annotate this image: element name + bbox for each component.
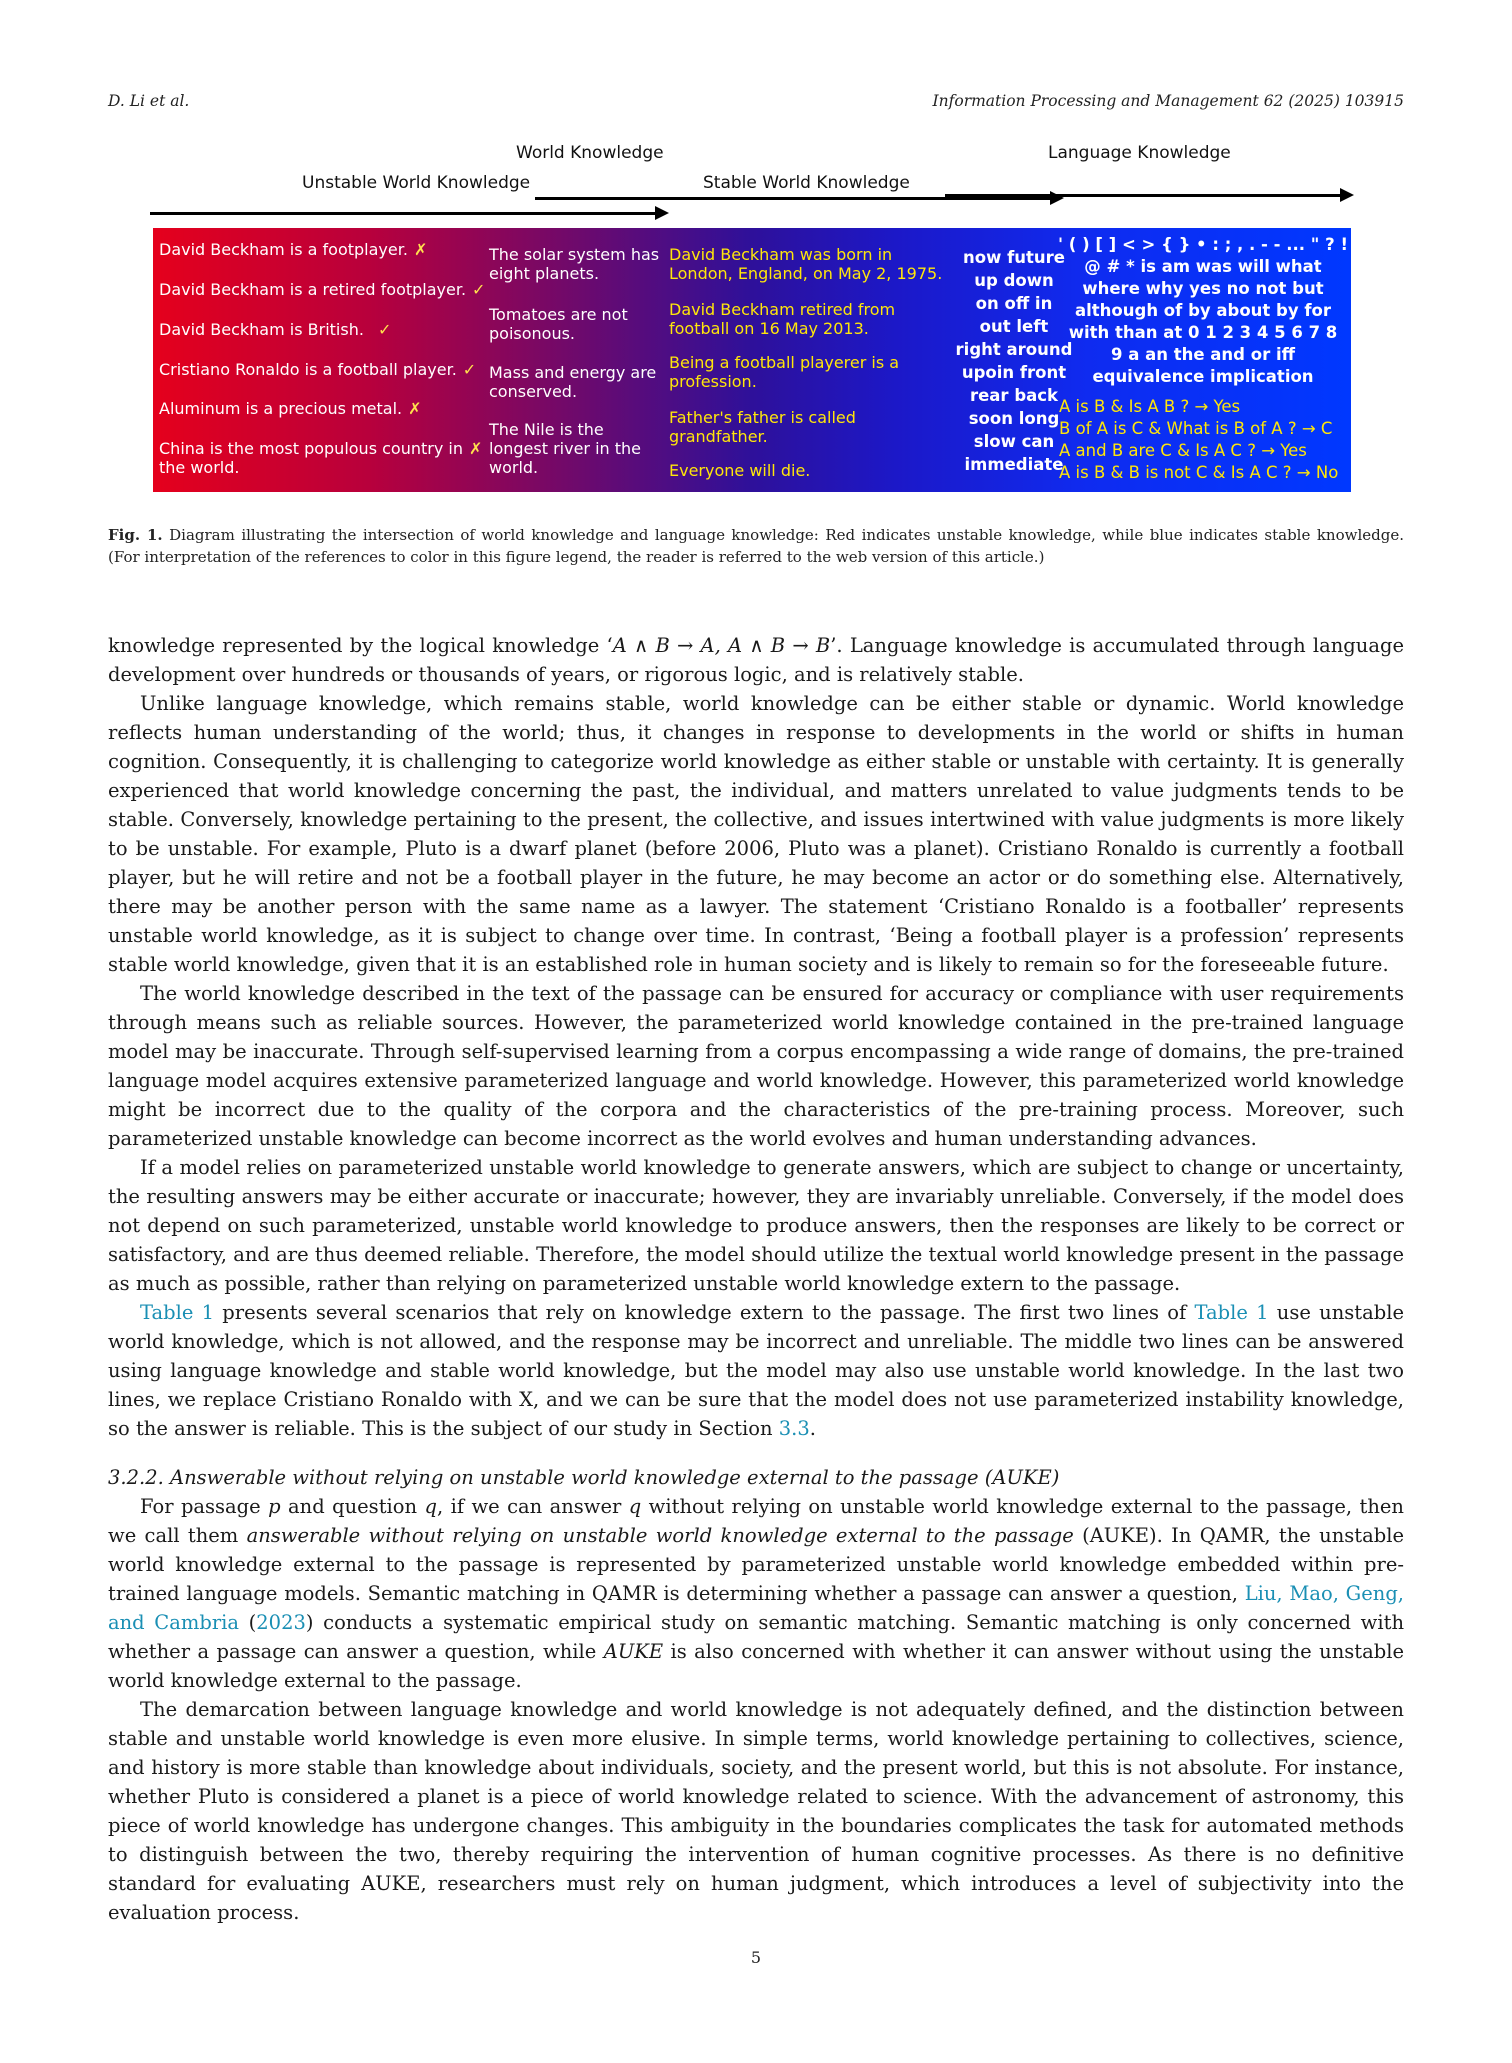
logic-rules: A is B & Is A B ? → Yes B of A is C & What is B of A ? → C A and B are C & Is A C ? → Yes A is B & B is not C & Is A C ? → No: [1059, 397, 1339, 482]
paragraph: For passage p and question q, if we can answer q without relying on unstable world knowledge external to the passage, then we call them answerable without relying on unstable world knowledge external to the passage (AUKE). In QAMR, the unstable world knowledge external to the passage is represented by parameterized unstable world knowledge embedded within pre-trained language models. Semantic matching in QAMR is determining whether a passage can answer a question, Liu, Mao, Geng, and Cambria (2023) conducts a systematic empirical study on semantic matching. Semantic matching is only concerned with whether a passage can answer a question, while AUKE is also concerned with whether it can answer without using the unstable world knowledge external to the passage.: [108, 1495, 1405, 1692]
arrow-language: [945, 194, 1350, 197]
unstable-item: China is the most populous country in ✗ the world.: [159, 439, 483, 477]
label-stable-world-knowledge: Stable World Knowledge: [703, 173, 910, 193]
label-world-knowledge: World Knowledge: [516, 143, 664, 163]
knowledge-diagram: [153, 228, 1351, 492]
table-link[interactable]: Table 1: [140, 1301, 215, 1324]
citation-link[interactable]: Liu, Mao, Geng, and Cambria: [108, 1582, 1405, 1634]
unstable-item: David Beckham is British. ✓: [159, 320, 392, 339]
stable-item: Everyone will die.: [669, 461, 811, 480]
stable-item: David Beckham was born in London, England, on May 2, 1975.: [669, 245, 943, 283]
language-words-list-1: now future up down on off in out left right around upoin front rear back soon long slow can immediate: [955, 248, 1073, 474]
running-header: [108, 92, 1404, 110]
body-text: [108, 631, 1404, 1927]
caption-label: Fig. 1.: [108, 526, 163, 544]
page-number: 5: [750, 1948, 762, 1967]
figure-caption: [108, 524, 1404, 568]
caption-text: Diagram illustrating the intersection of world knowledge and language knowledge: Red indicates unstable knowledge, while blue indicates stable knowledge. (For interpretation of the references to color in this figure legend, the reader is referred to the web version of this article.): [108, 526, 1404, 566]
section-heading: 3.2.2. Answerable without relying on unstable world knowledge external to the passage (AUKE): [108, 1466, 1060, 1489]
unstable-item: Cristiano Ronaldo is a football player. ✓: [159, 360, 477, 379]
header-authors: D. Li et al.: [108, 92, 190, 110]
world-item: Mass and energy are conserved.: [489, 363, 657, 401]
section-link[interactable]: 3.3: [778, 1417, 810, 1440]
citation-year-link[interactable]: 2023: [256, 1611, 306, 1634]
paragraph: knowledge represented by the logical knowledge ‘A ∧ B → A, A ∧ B → B’. Language knowledge is accumulated through language development over hundreds or thousands of years, or rigorous logic, and is relatively stable.: [108, 634, 1404, 686]
paragraph: If a model relies on parameterized unstable world knowledge to generate answers, which are subject to change or uncertainty, the resulting answers may be either accurate or inaccurate; however, they are invariably unreliable. Conversely, if the model does not depend on such parameterized, unstable world knowledge to produce answers, then the responses are likely to be correct or satisfactory, and are thus deemed reliable. Therefore, the model should utilize the textual world knowledge present in the passage as much as possible, rather than relying on parameterized unstable world knowledge extern to the passage.: [108, 1156, 1404, 1295]
arrow-unstable: [150, 212, 665, 215]
paragraph: The world knowledge described in the text of the passage can be ensured for accuracy or compliance with user requirements through means such as reliable sources. However, the parameterized world knowledge contained in the pre-trained language model may be inaccurate. Through self-supervised learning from a corpus encompassing a wide range of domains, the pre-trained language model acquires extensive parameterized language and world knowledge. However, this parameterized world knowledge might be incorrect due to the quality of the corpora and the characteristics of the pre-training process. Moreover, such parameterized unstable knowledge can become incorrect as the world evolves and human understanding advances.: [108, 982, 1404, 1150]
label-unstable-world-knowledge: Unstable World Knowledge: [302, 173, 531, 193]
arrow-stable: [535, 197, 1060, 200]
world-item: The solar system has eight planets.: [489, 245, 660, 283]
stable-item: Father's father is called grandfather.: [669, 408, 856, 446]
header-journal: Information Processing and Management 62 (2025) 103915: [932, 92, 1404, 110]
paragraph: The demarcation between language knowledge and world knowledge is not adequately defined, and the distinction between stable and unstable world knowledge is even more elusive. In simple terms, world knowledge pertaining to collectives, science, and history is more stable than knowledge about individuals, society, and the present world, but this is not absolute. For instance, whether Pluto is considered a planet is a piece of world knowledge related to science. With the advancement of astronomy, this piece of world knowledge has undergone changes. This ambiguity in the boundaries complicates the task for automated methods to distinguish between the two, thereby requiring the intervention of human cognitive processes. As there is no definitive standard for evaluating AUKE, researchers must rely on human judgment, which introduces a level of subjectivity into the evaluation process.: [108, 1698, 1404, 1924]
stable-item: David Beckham retired from football on 16 May 2013.: [669, 300, 896, 338]
paragraph: Table 1 presents several scenarios that rely on knowledge extern to the passage. The first two lines of Table 1 use unstable world knowledge, which is not allowed, and the response may be incorrect and unreliable. The middle two lines can be answered using language knowledge and stable world knowledge, but the model may also use unstable world knowledge. In the last two lines, we replace Cristiano Ronaldo with X, and we can be sure that the model does not use parameterized instability knowledge, so the answer is reliable. This is the subject of our study in Section 3.3.: [108, 1301, 1405, 1440]
unstable-item: David Beckham is a footplayer. ✗: [159, 240, 428, 259]
paragraph: Unlike language knowledge, which remains stable, world knowledge can be either stable or dynamic. World knowledge reflects human understanding of the world; thus, it changes in response to developments in the world or shifts in human cognition. Consequently, it is challenging to categorize world knowledge as either stable or unstable with certainty. It is generally experienced that world knowledge concerning the past, the individual, and matters unrelated to value judgments tends to be stable. Conversely, knowledge pertaining to the present, the collective, and issues intertwined with value judgments is more likely to be unstable. For example, Pluto is a dwarf planet (before 2006, Pluto was a planet). Cristiano Ronaldo is currently a football player, but he will retire and not be a football player in the future, he may become an actor or do something else. Alternatively, there may be another person with the same name as a lawyer. The statement ‘Cristiano Ronaldo is a footballer’ represents unstable world knowledge, as it is subject to change over time. In contrast, ‘Being a football player is a profession’ represents stable world knowledge, given that it is an established role in human society and is likely to remain so for the foreseeable future.: [108, 692, 1404, 976]
world-item: Tomatoes are not poisonous.: [489, 305, 628, 343]
world-item: The Nile is the longest river in the world.: [489, 420, 641, 477]
language-words-list-2: ' ( ) [ ] < > { } • : ; , . - - ... " ? ! @ # * is am was will what where why yes no not but although of by about by for with than at 0 1 2 3 4 5 6 7 8 9 a an the and or iff equivalence implication: [1058, 235, 1348, 386]
stable-item: Being a football playerer is a profession.: [669, 353, 900, 391]
table-link[interactable]: Table 1: [1194, 1301, 1269, 1324]
unstable-item: Aluminum is a precious metal. ✗: [159, 399, 422, 418]
formula: A ∧ B → A, A ∧ B → B: [612, 634, 831, 657]
unstable-item: David Beckham is a retired footplayer. ✓: [159, 280, 486, 299]
label-language-knowledge: Language Knowledge: [1048, 143, 1231, 163]
